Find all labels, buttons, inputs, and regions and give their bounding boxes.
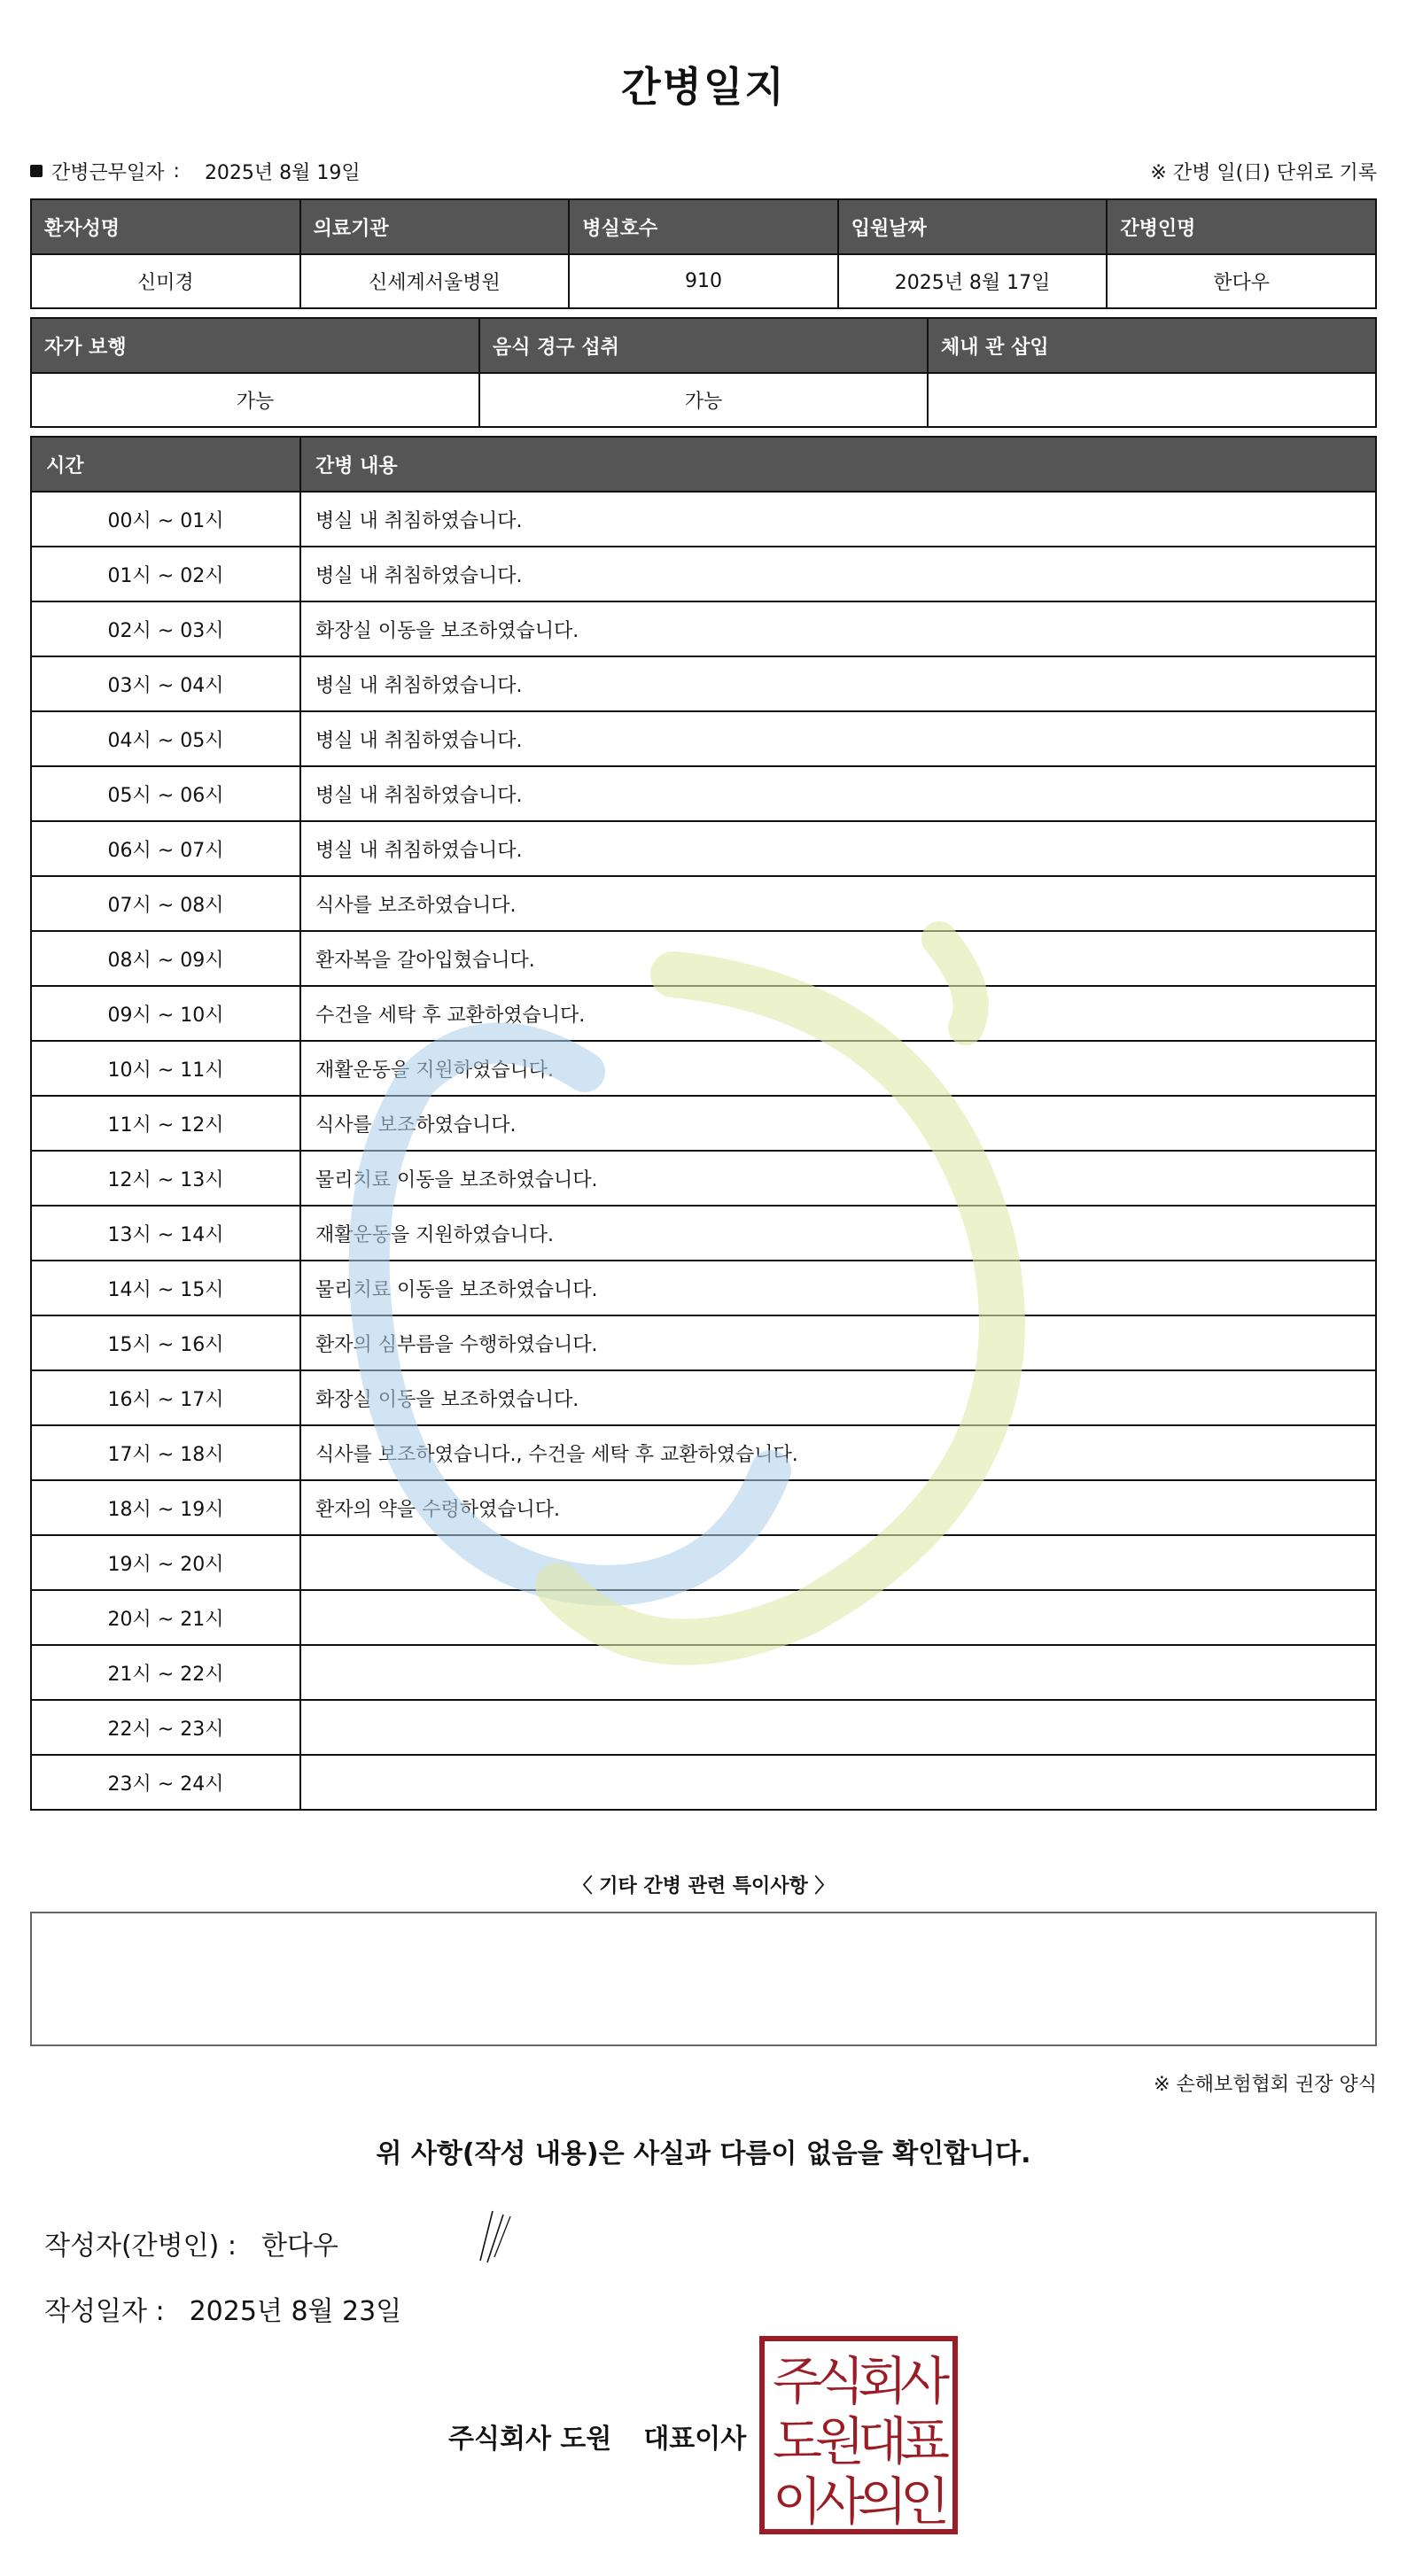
log-row	[31, 1590, 1376, 1645]
patient-info-table	[30, 198, 1377, 309]
patient-name: 신미경	[31, 254, 300, 308]
record-unit-note: ※ 간병 일(日) 단위로 기록	[1150, 161, 1377, 184]
log-row	[31, 1096, 1376, 1151]
special-notes-box	[30, 1912, 1377, 2046]
svg-text:표: 표	[899, 2411, 951, 2471]
svg-text:의: 의	[857, 2471, 908, 2532]
svg-text:사: 사	[899, 2351, 951, 2411]
log-row	[31, 1425, 1376, 1480]
log-time: 12시 ~ 13시	[31, 1151, 300, 1206]
written-date-label: 작성일자 :	[44, 2296, 165, 2327]
log-time: 06시 ~ 07시	[31, 821, 300, 876]
log-row	[31, 601, 1376, 656]
company-name: 주식회사 도원	[448, 2424, 612, 2455]
log-content	[300, 1535, 1376, 1590]
log-row	[31, 931, 1376, 986]
written-date-line	[44, 2289, 401, 2328]
log-row	[31, 1370, 1376, 1425]
log-row	[31, 1041, 1376, 1096]
log-row	[31, 547, 1376, 601]
header-oral-intake: 음식 경구 섭취	[479, 318, 928, 373]
admission-date: 2025년 8월 17일	[838, 254, 1108, 308]
log-content: 식사를 보조하였습니다., 수건을 세탁 후 교환하였습니다.	[300, 1425, 1376, 1480]
room-number: 910	[569, 254, 838, 308]
header-caregiver: 간병인명	[1107, 199, 1376, 254]
tube-insertion-value	[928, 373, 1376, 427]
log-content: 수건을 세탁 후 교환하였습니다.	[300, 986, 1376, 1041]
patient-status-table	[30, 317, 1377, 428]
log-content: 병실 내 취침하였습니다.	[300, 656, 1376, 711]
log-content: 병실 내 취침하였습니다.	[300, 711, 1376, 766]
company-seal-stamp	[758, 2335, 959, 2535]
header-hospital: 의료기관	[300, 199, 570, 254]
svg-text:주: 주	[772, 2351, 823, 2411]
log-content: 화장실 이동을 보조하였습니다.	[300, 1370, 1376, 1425]
log-content: 병실 내 취침하였습니다.	[300, 821, 1376, 876]
written-date-value: 2025년 8월 23일	[189, 2296, 402, 2327]
log-time: 17시 ~ 18시	[31, 1425, 300, 1480]
svg-text:회: 회	[857, 2351, 908, 2411]
log-row	[31, 876, 1376, 931]
log-time: 20시 ~ 21시	[31, 1590, 300, 1645]
square-bullet-icon	[30, 165, 43, 177]
company-title: 대표이사	[643, 2424, 747, 2455]
log-time: 16시 ~ 17시	[31, 1370, 300, 1425]
work-date	[30, 158, 361, 185]
special-notes-label: 〈 기타 간병 관련 특이사항 〉	[572, 1875, 835, 1897]
log-time: 08시 ~ 09시	[31, 931, 300, 986]
self-walking-value: 가능	[31, 373, 479, 427]
log-row	[31, 1700, 1376, 1755]
log-content	[300, 1700, 1376, 1755]
log-time: 23시 ~ 24시	[31, 1755, 300, 1810]
header-admission-date: 입원날짜	[838, 199, 1108, 254]
log-time: 15시 ~ 16시	[31, 1315, 300, 1370]
log-time: 04시 ~ 05시	[31, 711, 300, 766]
log-time: 07시 ~ 08시	[31, 876, 300, 931]
header-time: 시간	[31, 437, 300, 492]
log-content	[300, 1755, 1376, 1810]
log-content: 병실 내 취침하였습니다.	[300, 547, 1376, 601]
header-self-walking: 자가 보행	[31, 318, 479, 373]
log-content: 식사를 보조하였습니다.	[300, 1096, 1376, 1151]
log-content: 병실 내 취침하였습니다.	[300, 766, 1376, 821]
log-row	[31, 1755, 1376, 1810]
svg-text:이: 이	[772, 2471, 823, 2532]
log-time: 09시 ~ 10시	[31, 986, 300, 1041]
header-care-content: 간병 내용	[300, 437, 1376, 492]
log-row	[31, 986, 1376, 1041]
log-time: 10시 ~ 11시	[31, 1041, 300, 1096]
work-date-value: 2025년 8월 19일	[204, 161, 361, 184]
log-row	[31, 711, 1376, 766]
log-time: 21시 ~ 22시	[31, 1645, 300, 1700]
svg-text:인: 인	[899, 2471, 951, 2532]
log-time: 01시 ~ 02시	[31, 547, 300, 601]
log-time: 03시 ~ 04시	[31, 656, 300, 711]
log-time: 13시 ~ 14시	[31, 1206, 300, 1261]
work-date-label: 간병근무일자	[51, 161, 165, 184]
log-row	[31, 766, 1376, 821]
writer-name: 한다우	[260, 2231, 338, 2262]
log-content: 화장실 이동을 보조하였습니다.	[300, 601, 1376, 656]
recommend-note: ※ 손해보험협회 권장 양식	[1154, 2074, 1377, 2096]
log-time: 14시 ~ 15시	[31, 1261, 300, 1315]
log-row	[31, 1315, 1376, 1370]
log-content: 물리치료 이동을 보조하였습니다.	[300, 1151, 1376, 1206]
log-row	[31, 1535, 1376, 1590]
log-content: 환자복을 갈아입혔습니다.	[300, 931, 1376, 986]
oral-intake-value: 가능	[479, 373, 928, 427]
log-time: 05시 ~ 06시	[31, 766, 300, 821]
log-row	[31, 821, 1376, 876]
log-content: 환자의 심부름을 수행하였습니다.	[300, 1315, 1376, 1370]
log-time: 00시 ~ 01시	[31, 492, 300, 547]
hospital-name: 신세계서울병원	[300, 254, 570, 308]
log-time: 02시 ~ 03시	[31, 601, 300, 656]
log-row	[31, 1151, 1376, 1206]
log-content: 재활운동을 지원하였습니다.	[300, 1206, 1376, 1261]
svg-text:도: 도	[772, 2411, 823, 2471]
svg-text:원: 원	[814, 2411, 866, 2471]
header-room: 병실호수	[569, 199, 838, 254]
confirmation-text: 위 사항(작성 내용)은 사실과 다름이 없음을 확인합니다.	[376, 2138, 1031, 2169]
header-tube-insertion: 체내 관 삽입	[928, 318, 1376, 373]
log-content	[300, 1590, 1376, 1645]
log-time: 22시 ~ 23시	[31, 1700, 300, 1755]
log-content: 환자의 약을 수령하였습니다.	[300, 1480, 1376, 1535]
writer-label: 작성자(간병인) :	[44, 2231, 237, 2262]
log-row	[31, 656, 1376, 711]
log-row	[31, 1645, 1376, 1700]
log-content: 재활운동을 지원하였습니다.	[300, 1041, 1376, 1096]
log-content: 병실 내 취침하였습니다.	[300, 492, 1376, 547]
log-content: 물리치료 이동을 보조하였습니다.	[300, 1261, 1376, 1315]
care-log-table	[30, 436, 1377, 1811]
document-title: 간병일지	[621, 63, 786, 111]
caregiver-name: 한다우	[1107, 254, 1376, 308]
header-patient-name: 환자성명	[31, 199, 300, 254]
svg-text:사: 사	[814, 2471, 866, 2532]
log-time: 18시 ~ 19시	[31, 1480, 300, 1535]
log-content	[300, 1645, 1376, 1700]
log-time: 19시 ~ 20시	[31, 1535, 300, 1590]
svg-text:대: 대	[857, 2411, 908, 2471]
log-row	[31, 1480, 1376, 1535]
writer-line	[44, 2223, 338, 2262]
work-date-sep: :	[173, 159, 180, 182]
signature-mark	[461, 2206, 523, 2268]
meta-row	[30, 158, 1377, 184]
log-time: 11시 ~ 12시	[31, 1096, 300, 1151]
log-content: 식사를 보조하였습니다.	[300, 876, 1376, 931]
company-line	[448, 2417, 746, 2456]
log-row	[31, 1261, 1376, 1315]
log-row	[31, 1206, 1376, 1261]
log-row	[31, 492, 1376, 547]
svg-text:식: 식	[814, 2351, 866, 2411]
